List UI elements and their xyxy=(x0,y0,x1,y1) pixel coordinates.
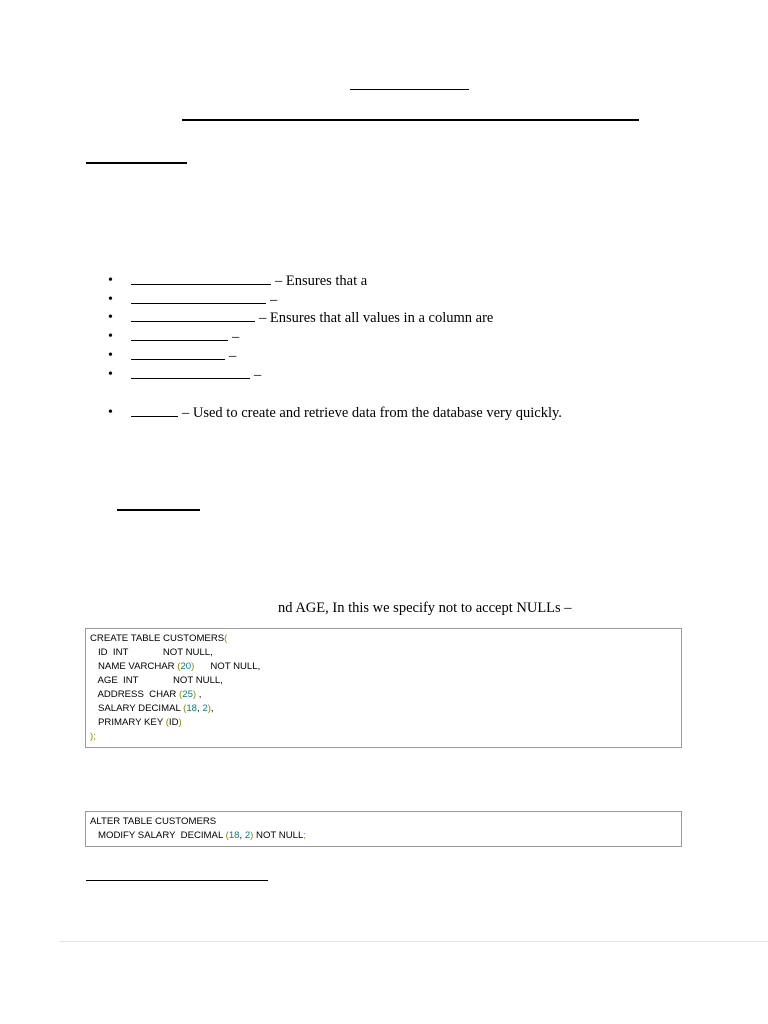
code-token: 2 xyxy=(202,703,208,714)
code-token: ) xyxy=(90,731,94,742)
code-token: ( xyxy=(177,661,181,672)
blank-line xyxy=(131,272,271,285)
code-token: AGE INT NOT NULL, xyxy=(90,675,223,686)
code-token: ALTER TABLE CUSTOMERS xyxy=(90,816,217,827)
code-token: ( xyxy=(183,703,187,714)
blank-line xyxy=(131,328,228,341)
blank-line xyxy=(131,291,266,304)
code-line xyxy=(90,688,677,702)
code-token: NOT NULL, xyxy=(194,661,261,672)
create-table-code-block xyxy=(85,628,682,748)
code-token: MODIFY SALARY DECIMAL xyxy=(90,830,226,841)
code-token: CREATE TABLE CUSTOMERS xyxy=(90,633,225,644)
code-token: 20 xyxy=(180,661,192,672)
code-token: , xyxy=(239,830,245,841)
code-token: 18 xyxy=(186,703,198,714)
list-item-text: – Ensures that all values in a column are xyxy=(259,310,494,327)
blank-line xyxy=(131,347,225,360)
list-item-text: – xyxy=(232,329,240,346)
code-token: ( xyxy=(224,633,228,644)
constraints-list xyxy=(108,272,493,384)
code-token: ( xyxy=(165,717,169,728)
list-item-text: – Used to create and retrieve data from the database very quickly. xyxy=(182,405,562,421)
list-item xyxy=(108,347,493,366)
list-item-text: – xyxy=(270,291,278,308)
blank-line xyxy=(131,309,255,322)
code-line xyxy=(90,674,677,688)
blank-line xyxy=(131,366,250,379)
code-token: ) xyxy=(191,661,195,672)
code-token: NAME VARCHAR xyxy=(90,661,178,672)
code-token: , xyxy=(196,689,202,700)
code-token: ADDRESS CHAR xyxy=(90,689,180,700)
alter-table-code-block xyxy=(85,811,682,847)
list-item xyxy=(108,328,493,347)
code-token: ( xyxy=(179,689,183,700)
code-token: ; xyxy=(93,731,96,742)
page-divider xyxy=(60,941,768,942)
subtitle-underline xyxy=(182,119,639,121)
code-token: PRIMARY KEY xyxy=(90,717,166,728)
code-token: SALARY DECIMAL xyxy=(90,703,184,714)
list-item-text: – Ensures that a xyxy=(275,273,368,289)
code-token: ( xyxy=(225,830,229,841)
code-token: ID xyxy=(168,717,179,728)
code-token: ) xyxy=(207,703,211,714)
code-token: 18 xyxy=(228,830,240,841)
blank-line xyxy=(131,404,178,417)
code-line xyxy=(90,632,677,646)
code-line xyxy=(90,716,677,730)
code-token: 25 xyxy=(182,689,193,700)
code-token: , xyxy=(210,703,214,714)
code-token: ) xyxy=(178,717,182,728)
list-item xyxy=(108,291,493,310)
list-item xyxy=(108,366,493,385)
example-paragraph: nd AGE, In this we specify not to accept NULLs – xyxy=(278,600,572,616)
index-list xyxy=(108,404,562,423)
code-line xyxy=(90,660,677,674)
list-item xyxy=(108,272,493,291)
code-token: ) xyxy=(250,830,254,841)
code-token: NOT NULL xyxy=(253,830,304,841)
code-line xyxy=(90,646,677,660)
title-underline xyxy=(350,89,469,90)
example-heading-underline xyxy=(117,509,200,511)
list-item-text: – xyxy=(229,347,237,364)
list-item xyxy=(108,309,493,328)
code-token: ID INT NOT NULL, xyxy=(90,647,213,658)
code-line xyxy=(90,829,677,843)
code-line xyxy=(90,702,677,716)
bottom-heading-underline xyxy=(86,880,268,881)
list-item xyxy=(108,404,562,423)
code-line xyxy=(90,815,677,829)
code-line xyxy=(90,730,677,744)
code-token: ) xyxy=(192,689,197,700)
list-item-text: – xyxy=(254,366,262,383)
code-token: ; xyxy=(303,830,306,841)
section-heading-underline xyxy=(86,162,187,164)
code-token: , xyxy=(197,703,203,714)
code-token: 2 xyxy=(244,830,251,841)
